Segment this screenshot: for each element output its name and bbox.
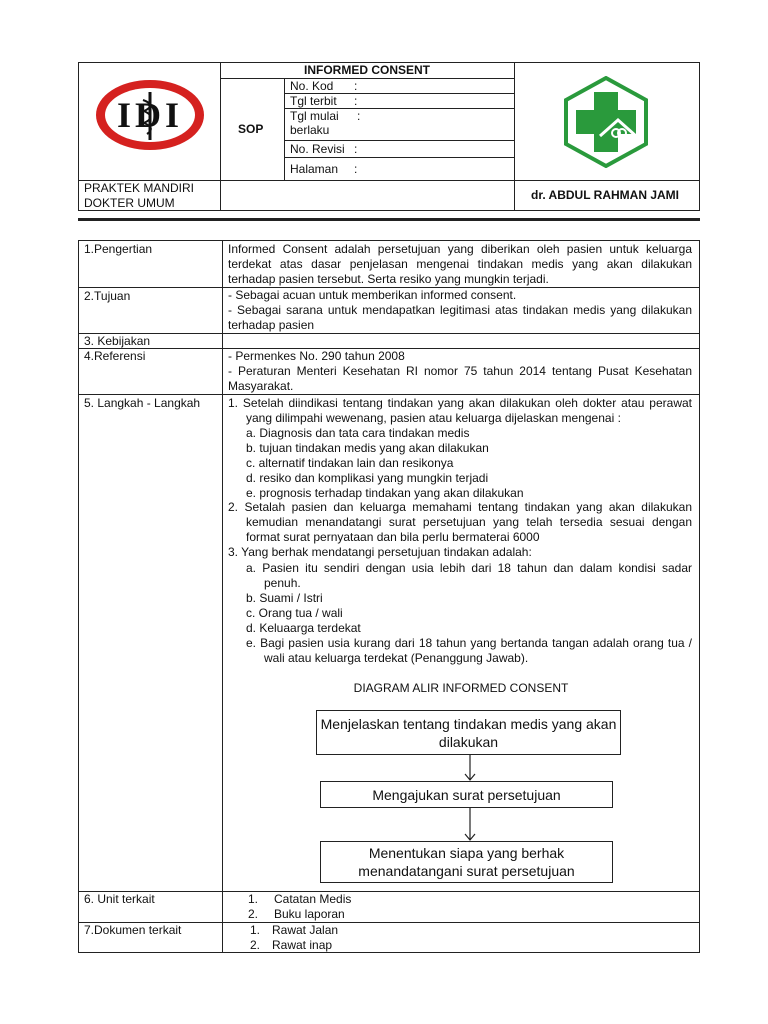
field-no-revisi-label: No. Revisi: [290, 142, 345, 156]
flow-step-submit-text: Mengajukan surat persetujuan: [372, 786, 561, 803]
flow-step-determine: [320, 841, 613, 883]
langkah-step-2: 2. Setalah pasien dan keluarga memahami tentang tindakan yang akan dilakukan kemudian menandatangi surat persetujuan yang telah tersedia sesuai dengan format surat pernyataan dan bila perlu bermaterai 6000: [228, 500, 692, 544]
referensi-line-1: - Permenkes No. 290 tahun 2008: [228, 349, 405, 363]
clinic-cross-logo: [560, 76, 652, 168]
practice-name-line2: DOKTER UMUM: [84, 196, 175, 210]
practice-name-line1: PRAKTEK MANDIRI: [84, 181, 195, 195]
langkah-step-1-item-a: a. Diagnosis dan tata cara tindakan medis: [246, 426, 470, 440]
field-tgl-terbit-label: Tgl terbit: [290, 94, 337, 108]
langkah-step-3: 3. Yang berhak mendatangi persetujuan tindakan adalah:: [228, 545, 532, 559]
header-divider: [78, 218, 700, 221]
field-no-revisi-sep: :: [354, 142, 358, 156]
unit-item-1-text: Catatan Medis: [274, 892, 352, 906]
row-label-tujuan: 2.Tujuan: [84, 289, 131, 303]
langkah-step-3-item-a: a. Pasien itu sendiri dengan usia lebih dari 18 tahun dan dalam kondisi sadar penuh.: [246, 561, 692, 590]
unit-item-1-num: 1.: [248, 892, 259, 906]
langkah-step-3-item-c: c. Orang tua / wali: [246, 606, 343, 620]
langkah-step-1-item-c: c. alternatif tindakan lain dan resikonya: [246, 456, 454, 470]
field-halaman-sep: :: [354, 162, 358, 176]
dokumen-item-2-num: 2.: [250, 938, 261, 952]
row-label-dokumen: 7.Dokumen terkait: [84, 923, 182, 937]
dokumen-item-1-num: 1.: [250, 923, 261, 937]
field-tgl-mulai-sep: :: [357, 109, 361, 123]
field-tgl-mulai-label-1: Tgl mulai: [290, 109, 339, 123]
pengertian-text: Informed Consent adalah persetujuan yang diberikan oleh pasien untuk keluarga terdekat atas dasar penjelasan mengenai tindakan medis yang akan dilakukan terhadap pasien tersebut. Serta resiko yang mungkin terjadi.: [228, 242, 692, 286]
field-no-kod-sep: :: [354, 79, 358, 93]
row-label-langkah: 5. Langkah - Langkah: [84, 396, 201, 410]
tujuan-line-1: - Sebagai acuan untuk memberikan informed consent.: [228, 288, 517, 302]
doctor-name: dr. ABDUL RAHMAN JAMI: [531, 188, 680, 202]
langkah-step-1: 1. Setelah diindikasi tentang tindakan yang akan dilakukan oleh dokter atau perawat yang dilimpahi wewenang, pasien atau keluarga dijelaskan mengenai :: [228, 396, 692, 425]
document-title: INFORMED CONSENT: [304, 63, 430, 77]
langkah-step-1-item-b: b. tujuan tindakan medis yang akan dilakukan: [246, 441, 489, 455]
row-label-unit: 6. Unit terkait: [84, 892, 155, 906]
flow-arrows: [455, 755, 485, 845]
langkah-step-1-item-d: d. resiko dan komplikasi yang mungkin terjadi: [246, 471, 489, 485]
flow-arrow-2: [465, 808, 475, 840]
svg-text:IDI: IDI: [116, 95, 184, 135]
langkah-step-1-item-e: e. prognosis terhadap tindakan yang akan dilakukan: [246, 486, 524, 500]
field-tgl-mulai-label-2: berlaku: [290, 123, 330, 137]
field-tgl-terbit-sep: :: [354, 94, 358, 108]
referensi-line-2: - Peraturan Menteri Kesehatan RI nomor 75 tahun 2014 tentang Pusat Kesehatan Masyarakat.: [228, 364, 692, 393]
idi-logo: [94, 78, 206, 152]
flow-step-explain-text: Menjelaskan tentang tindakan medis yang akan dilakukan: [320, 715, 617, 750]
unit-item-2-text: Buku laporan: [274, 907, 345, 921]
row-label-referensi: 4.Referensi: [84, 349, 146, 363]
row-label-kebijakan: 3. Kebijakan: [84, 334, 151, 348]
flow-step-determine-text: Menentukan siapa yang berhak menandatangani surat persetujuan: [358, 845, 575, 879]
sop-label: SOP: [238, 122, 264, 136]
flow-step-explain: [316, 710, 621, 755]
diagram-title: DIAGRAM ALIR INFORMED CONSENT: [353, 681, 569, 695]
langkah-step-3-item-d: d. Keluaarga terdekat: [246, 621, 361, 635]
field-halaman-label: Halaman: [290, 162, 339, 176]
tujuan-line-2: - Sebagai sarana untuk mendapatkan legitimasi atas tindakan medis yang dilakukan terhadap pasien: [228, 303, 692, 332]
dokumen-item-2-text: Rawat inap: [272, 938, 333, 952]
dokumen-item-1-text: Rawat Jalan: [272, 923, 339, 937]
langkah-step-3-item-e: e. Bagi pasien usia kurang dari 18 tahun yang bertanda tangan adalah orang tua / wali atau keluarga terdekat (Penanggung Jawab).: [246, 636, 692, 665]
field-no-kod-label: No. Kod: [290, 79, 334, 93]
flow-arrow-1: [465, 755, 475, 780]
row-label-pengertian: 1.Pengertian: [84, 242, 153, 256]
unit-item-2-num: 2.: [248, 907, 259, 921]
langkah-step-3-item-b: b. Suami / Istri: [246, 591, 323, 605]
